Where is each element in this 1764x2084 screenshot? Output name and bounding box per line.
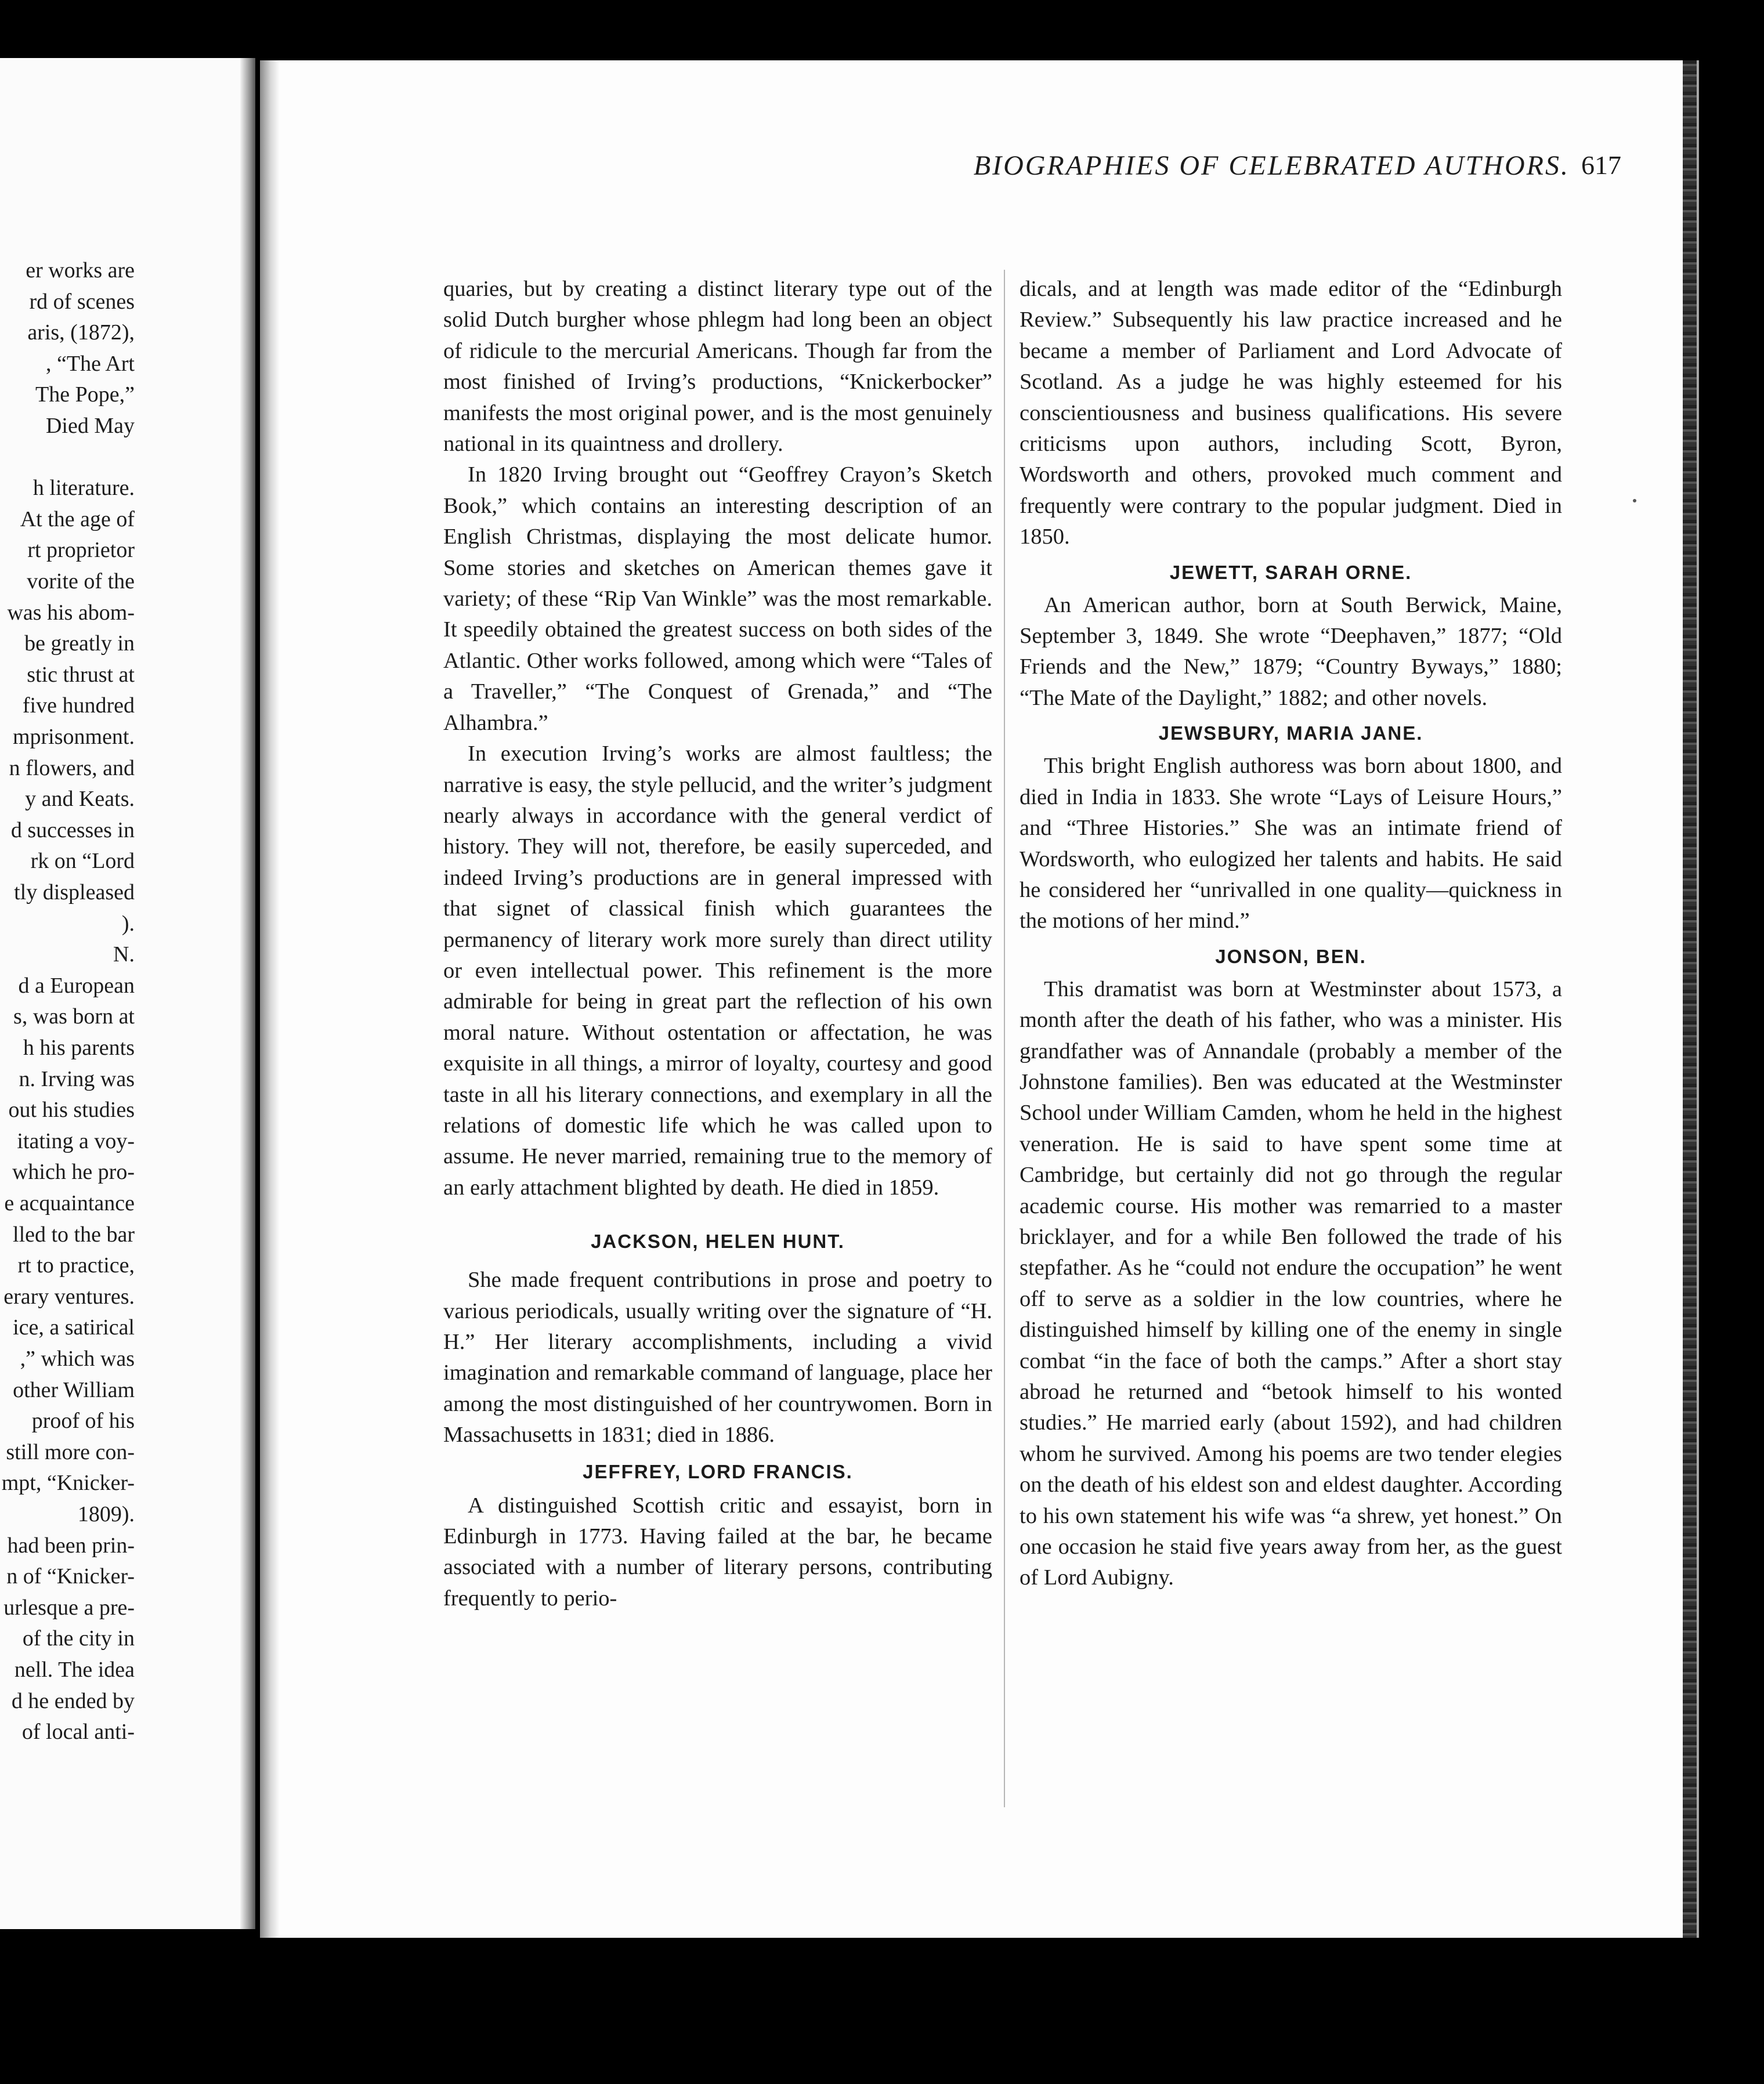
entry-paragraph: This bright English authoress was born about 1800, and died in India in 1833. She wrote “Lays of Leisure Hours,” and “Three Histories.” She was an intimate friend of Wordsworth, who eulogized her talents and habits. He said he considered her “unrivalled in one quality—quickness in the motions of her mind.” — [1020, 754, 1562, 934]
left-page-line: ). — [121, 911, 135, 936]
left-page-line: rt to practice, — [17, 1253, 135, 1278]
left-page-line: e acquaintance — [4, 1191, 135, 1215]
left-page-line: N. — [113, 942, 135, 967]
left-page-line: s, was born at — [13, 1004, 135, 1029]
left-page-line: of local anti- — [21, 1720, 135, 1745]
left-page-line: rt proprietor — [27, 538, 135, 563]
entry-paragraph: She made frequent contributions in prose and poetry to various periodicals, usually writing over the signature of “H. H.” Her literary accomplishments, including a vivid imagination and remarkable command of language, place her among the most distinguished of her countrywomen. Born in Massachusetts in 1831; died in 1886. — [443, 1268, 992, 1448]
left-page-line: d he ended by — [11, 1688, 135, 1713]
scan-speck — [1633, 499, 1636, 502]
left-page-line: tly displeased — [14, 880, 135, 904]
left-page-line: erary ventures. — [3, 1284, 135, 1309]
entry-heading: JEFFREY, LORD FRANCIS. — [583, 1460, 853, 1482]
left-facing-page — [0, 58, 255, 1929]
entry-paragraph: dicals, and at length was made editor of the “Edinburgh Review.” Subsequently his law practice increased and he became a member of Parliament and Lord Advocate of Scotland. As a judge he was highly esteemed for his conscientiousness and business qualifications. His severe criticisms upon authors, including Scott, Byron, Wordsworth and others, provoked much comment and frequently were contrary to the popular judgment. Died in 1850. — [1020, 277, 1562, 549]
left-page-line: out his studies — [8, 1098, 135, 1123]
left-page-line: y and Keats. — [25, 787, 135, 812]
gutter-shadow — [260, 60, 280, 1938]
left-page-line: nell. The idea — [14, 1658, 135, 1682]
left-page-line: mpt, “Knicker- — [1, 1471, 135, 1496]
left-page-line: vorite of the — [27, 569, 135, 594]
column-rule — [1004, 270, 1005, 1807]
entry-paragraph: An American author, born at South Berwick, Maine, September 3, 1849. She wrote “Deephaven,” 1877; “Old Friends and the New,” 1879; “Country Byways,” 1880; “The Mate of the Daylight,” 1882; and other novels. — [1020, 592, 1562, 710]
left-page-line: still more con- — [6, 1439, 135, 1464]
left-page-line: d successes in — [10, 817, 135, 842]
book-edge-strip — [1683, 60, 1697, 1938]
left-page-line: which he pro- — [12, 1160, 135, 1185]
left-page-line: rd of scenes — [29, 289, 135, 314]
entry-paragraph: quaries, but by creating a distinct literary type out of the solid Dutch burgher whose phlegm had long been an object of ridicule to the mercurial Americans. Though far from the most finished of Irving’s productions, “Knickerbocker” manifests the most original power, and is the most genuinely national in its quaintness and drollery. — [443, 277, 992, 457]
left-page-line: h literature. — [32, 476, 135, 501]
left-page-line: n of “Knicker- — [6, 1564, 135, 1589]
left-page-line: stic thrust at — [27, 662, 135, 687]
entry-paragraph: This dramatist was born at Westminster about 1573, a month after the death of his father, who was a minister. His grandfather was of Annandale (probably a member of the Johnstone families). Ben was educated at the Westminster School under William Camden, whom he held in the highest veneration. He is said to have spent some time at Cambridge, but certainly did not go through the regular academic course. His mother was remarried to a master bricklayer, and for a while Ben followed the trade of his stepfather. As he “could not endure the occupation” he went off to serve as a soldier in the low countries, where he distinguished himself by killing one of the enemy in single combat “in the face of both the camps.” After a short stay abroad he returned and “betook himself to his wonted studies.” He married early (about 1592), and had children whom he survived. Among his poems are two tender elegies on the death of his eldest son and eldest daughter. According to his own statement his wife was “a shrew, yet honest.” On one occasion he staid five years away from her, as the guest of Lord Aubigny. — [1020, 976, 1562, 1590]
column-left — [443, 274, 992, 1614]
entry-heading: JEWETT, SARAH ORNE. — [1169, 561, 1412, 583]
left-page-line: , “The Art — [45, 351, 135, 376]
left-page-line: aris, (1872), — [27, 320, 135, 345]
left-page-line: ,” which was — [20, 1347, 135, 1371]
entry-heading: JACKSON, HELEN HUNT. — [591, 1231, 845, 1253]
left-page-line: The Pope,” — [35, 382, 135, 407]
left-page-line: 1809). — [77, 1502, 135, 1526]
left-page-line: mprisonment. — [12, 725, 135, 749]
left-page-line: was his abom- — [7, 600, 135, 625]
entry-paragraph: In 1820 Irving brought out “Geoffrey Crayon’s Sketch Book,” which contains an interesting description of an English Christmas, displaying the most delicate humor. Some stories and sketches on American themes gave it variety; of these “Rip Van Winkle” was the most remarkable. It speedily obtained the greatest success on both sides of the Atlantic. Other works followed, among which were “Tales of a Traveller,” “The Conquest of Grenada,” and “The Alhambra.” — [443, 462, 992, 735]
entry-paragraph: In execution Irving’s works are almost faultless; the narrative is easy, the style pellucid, and the writer’s judgment nearly always in accordance with the general verdict of history. They will not, therefore, be easily superceded, and indeed Irving’s productions are in general impressed with that signet of classical finish which guarantees the permanency of literary work more surely than direct utility or even intellectual power. This refinement is the more admirable for being in great part the reflection of his own moral nature. Without ostentation or affectation, he was exquisite in all things, a mirror of loyalty, courtesy and good taste in all his literary connections, and exemplary in all the relations of domestic life which he was called upon to assume. He never married, remaining true to the memory of an early attachment blighted by death. He died in 1859. — [443, 741, 992, 1200]
entry-paragraph: A distinguished Scottish critic and essayist, born in Edinburgh in 1773. Having failed at the bar, he became associated with a number of literary persons, contributing frequently to perio- — [443, 1493, 992, 1611]
left-page-line: Died May — [45, 414, 135, 438]
left-page-line: lled to the bar — [13, 1222, 135, 1247]
entry-heading: JEWSBURY, MARIA JANE. — [1158, 722, 1423, 744]
left-page-line: had been prin- — [7, 1533, 135, 1558]
page-number: 617 — [1581, 150, 1621, 180]
left-page-line: At the age of — [20, 506, 135, 531]
left-page-line: itating a voy- — [17, 1128, 135, 1153]
left-page-line: er works are — [26, 258, 135, 283]
left-page-line: five hundred — [22, 693, 135, 718]
left-page-line: ice, a satirical — [13, 1315, 135, 1340]
left-page-line: be greatly in — [24, 631, 135, 656]
entry-heading: JONSON, BEN. — [1215, 945, 1367, 967]
left-page-line: n flowers, and — [9, 755, 135, 780]
left-page-line: d a European — [18, 973, 135, 998]
left-page-line: proof of his — [31, 1409, 135, 1434]
column-right — [1020, 274, 1562, 1594]
page-gutter — [240, 58, 255, 1929]
left-page-line: rk on “Lord — [30, 849, 135, 874]
left-page-line: urlesque a pre- — [3, 1595, 135, 1620]
running-head: BIOGRAPHIES OF CELEBRATED AUTHORS. — [973, 150, 1570, 181]
left-page-line: n. Irving was — [19, 1066, 135, 1091]
left-page-line: other William — [13, 1377, 135, 1402]
left-page-line: of the city in — [22, 1626, 135, 1651]
left-page-line: h his parents — [23, 1036, 135, 1060]
